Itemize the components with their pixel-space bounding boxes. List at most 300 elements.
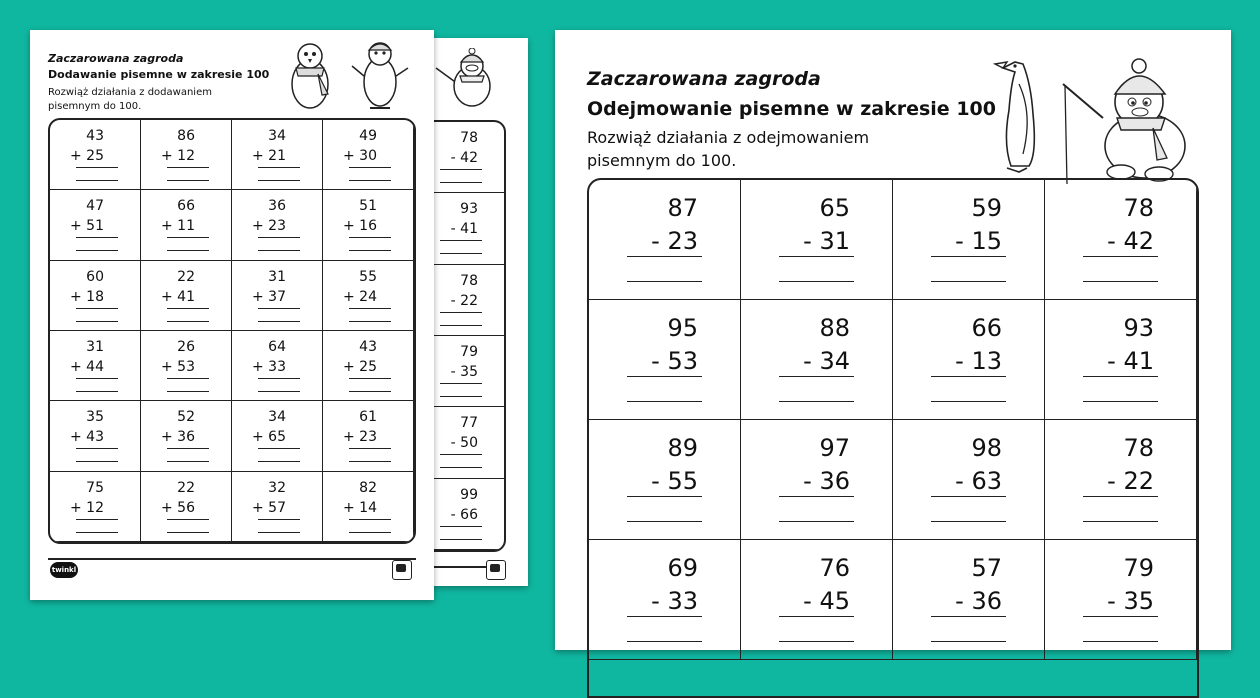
second-operand: 44 xyxy=(86,359,104,375)
operand-row xyxy=(252,289,286,305)
operand-row xyxy=(70,429,104,445)
sum-line xyxy=(779,616,854,617)
operator-sign: - xyxy=(651,227,660,255)
sum-line xyxy=(349,519,391,520)
minuend: 95 xyxy=(667,314,698,342)
problem-cell xyxy=(893,540,1045,660)
minuend: 47 xyxy=(86,198,104,215)
second-operand: 36 xyxy=(819,467,850,495)
penguin-ice-fishing-icon xyxy=(432,48,502,110)
operand-row xyxy=(651,467,698,495)
operator-sign: + xyxy=(160,499,173,516)
minuend: 57 xyxy=(971,554,1002,582)
second-operand: 41 xyxy=(177,288,195,305)
second-operand: 55 xyxy=(667,467,698,495)
minuend: 26 xyxy=(177,339,195,355)
second-operand: 43 xyxy=(86,429,104,446)
operator-sign: - xyxy=(1107,587,1116,615)
sum-line xyxy=(627,256,702,257)
second-operand: 23 xyxy=(359,429,377,446)
minuend: 78 xyxy=(1123,194,1154,222)
second-operand: 42 xyxy=(1123,227,1154,255)
operator-sign: - xyxy=(955,227,964,255)
second-operand: 33 xyxy=(667,587,698,615)
sum-line xyxy=(440,240,482,241)
answer-line xyxy=(349,250,391,251)
problem-cell xyxy=(141,261,232,331)
minuend: 78 xyxy=(460,130,478,146)
second-operand: 18 xyxy=(86,288,104,305)
second-operand: 16 xyxy=(359,218,377,235)
sum-line xyxy=(931,496,1006,497)
problem-cell xyxy=(141,401,232,471)
operand-row xyxy=(252,218,286,234)
operator-sign: + xyxy=(69,288,82,305)
operand-row xyxy=(343,359,377,375)
penguin-standing-icon xyxy=(993,54,1053,178)
instruction-line-1: Rozwiąż działania z dodawaniem xyxy=(48,87,212,98)
problem-cell xyxy=(741,420,893,540)
problem-cell xyxy=(432,336,504,407)
minuend: 79 xyxy=(1123,554,1154,582)
second-operand: 41 xyxy=(460,221,478,238)
operand-row xyxy=(252,500,286,516)
answer-line xyxy=(76,250,118,251)
answer-line xyxy=(779,401,854,402)
problem-cell xyxy=(323,472,414,542)
operand-row xyxy=(803,347,850,375)
operand-row xyxy=(955,467,1002,495)
sum-line xyxy=(1083,616,1158,617)
operator-sign: + xyxy=(342,429,355,446)
minuend: 86 xyxy=(177,128,195,144)
minuend: 93 xyxy=(1123,314,1154,342)
problem-cell xyxy=(141,331,232,401)
operand-row xyxy=(651,587,698,615)
problem-cell xyxy=(1045,300,1197,420)
minuend: 78 xyxy=(460,272,478,289)
problem-cell xyxy=(232,401,323,471)
sum-line xyxy=(349,167,391,168)
problem-cell xyxy=(741,180,893,300)
answer-line xyxy=(627,281,702,282)
minuend: 75 xyxy=(86,479,104,496)
answer-line xyxy=(931,281,1006,282)
problem-cell xyxy=(323,190,414,260)
sum-line xyxy=(76,237,118,238)
sum-line xyxy=(167,519,209,520)
answer-line xyxy=(440,539,482,540)
operator-sign: - xyxy=(803,347,812,375)
operator-sign: - xyxy=(803,587,812,615)
operand-row xyxy=(803,467,850,495)
answer-line xyxy=(349,461,391,462)
operand-row xyxy=(651,227,698,255)
answer-line xyxy=(349,532,391,533)
second-operand: 35 xyxy=(460,364,478,380)
second-operand: 34 xyxy=(819,347,850,375)
worksheet-addition xyxy=(30,30,434,600)
problem-cell xyxy=(232,190,323,260)
operand-row xyxy=(451,435,478,451)
answer-line xyxy=(167,250,209,251)
second-operand: 25 xyxy=(359,359,377,375)
second-operand: 50 xyxy=(460,435,478,452)
operator-sign: + xyxy=(342,148,355,164)
answer-line xyxy=(167,461,209,462)
operator-sign: + xyxy=(160,429,173,446)
operator-sign: + xyxy=(342,218,355,235)
operand-row xyxy=(1107,347,1154,375)
problem-cell xyxy=(432,265,504,336)
problem-cell xyxy=(741,540,893,660)
answer-line xyxy=(779,521,854,522)
problem-cell xyxy=(1045,180,1197,300)
problem-cell xyxy=(589,300,741,420)
second-operand: 12 xyxy=(177,148,195,164)
sum-line xyxy=(931,616,1006,617)
second-operand: 41 xyxy=(1123,347,1154,375)
second-operand: 51 xyxy=(86,218,104,235)
sum-line xyxy=(167,378,209,379)
answer-line xyxy=(76,180,118,181)
answer-line xyxy=(76,461,118,462)
sum-line xyxy=(349,448,391,449)
minuend: 64 xyxy=(268,339,286,355)
second-operand: 11 xyxy=(177,218,195,235)
second-operand: 15 xyxy=(971,227,1002,255)
minuend: 89 xyxy=(667,434,698,462)
problem-cell xyxy=(432,122,504,193)
operator-sign: + xyxy=(160,148,173,164)
operator-sign: - xyxy=(1107,467,1116,495)
minuend: 78 xyxy=(1123,434,1154,462)
problem-cell xyxy=(323,331,414,401)
answer-line xyxy=(627,401,702,402)
answer-line xyxy=(167,321,209,322)
sum-line xyxy=(931,256,1006,257)
operand-row xyxy=(451,150,478,166)
answer-line xyxy=(627,521,702,522)
second-operand: 33 xyxy=(268,359,286,375)
problem-cell xyxy=(232,120,323,190)
problem-cell xyxy=(50,190,141,260)
minuend: 43 xyxy=(86,128,104,144)
minuend: 99 xyxy=(460,486,478,503)
answer-line xyxy=(1083,281,1158,282)
second-operand: 12 xyxy=(86,499,104,516)
operator-sign: + xyxy=(342,499,355,516)
sum-line xyxy=(167,308,209,309)
minuend: 34 xyxy=(268,409,286,426)
problem-cell xyxy=(50,472,141,542)
minuend: 31 xyxy=(86,339,104,355)
instruction-line-2: pisemnym do 100. xyxy=(48,101,142,112)
operand-row xyxy=(70,218,104,234)
minuend: 97 xyxy=(819,434,850,462)
minuend: 34 xyxy=(268,128,286,144)
addition-problem-grid xyxy=(48,118,416,544)
minuend: 32 xyxy=(268,479,286,496)
minuend: 60 xyxy=(86,268,104,285)
sum-line xyxy=(1083,376,1158,377)
sum-line xyxy=(76,308,118,309)
sum-line xyxy=(627,376,702,377)
answer-line xyxy=(440,182,482,183)
answer-line xyxy=(258,532,300,533)
sum-line xyxy=(440,312,482,313)
problem-cell xyxy=(141,120,232,190)
sum-line xyxy=(779,256,854,257)
operator-sign: - xyxy=(450,221,456,238)
second-operand: 35 xyxy=(1123,587,1154,615)
sum-line xyxy=(258,448,300,449)
worksheet-title: Zaczarowana zagroda xyxy=(48,52,184,65)
minuend: 36 xyxy=(268,198,286,215)
operator-sign: + xyxy=(251,218,264,235)
worksheet-subtitle: Odejmowanie pisemne w zakresie 100 xyxy=(587,98,996,120)
operator-sign: - xyxy=(450,364,456,380)
second-operand: 22 xyxy=(460,292,478,309)
operator-sign: + xyxy=(342,359,355,375)
second-operand: 23 xyxy=(268,218,286,235)
publisher-badge-icon xyxy=(392,560,412,580)
operand-row xyxy=(343,289,377,305)
second-operand: 30 xyxy=(359,148,377,164)
problem-column xyxy=(432,120,506,552)
instruction-line-2: pisemnym do 100. xyxy=(587,151,737,170)
operand-row xyxy=(70,500,104,516)
minuend: 98 xyxy=(971,434,1002,462)
answer-line xyxy=(76,391,118,392)
answer-line xyxy=(440,467,482,468)
answer-line xyxy=(440,396,482,397)
answer-line xyxy=(440,253,482,254)
answer-line xyxy=(779,281,854,282)
operator-sign: + xyxy=(69,218,82,235)
problem-cell xyxy=(232,472,323,542)
second-operand: 65 xyxy=(268,429,286,446)
operator-sign: + xyxy=(69,429,82,446)
penguin-ice-fishing-icon xyxy=(1055,54,1195,184)
sum-line xyxy=(349,378,391,379)
operator-sign: - xyxy=(450,292,456,309)
second-operand: 31 xyxy=(819,227,850,255)
sum-line xyxy=(627,616,702,617)
minuend: 49 xyxy=(359,128,377,144)
operand-row xyxy=(343,218,377,234)
minuend: 82 xyxy=(359,479,377,496)
operator-sign: - xyxy=(1107,347,1116,375)
problem-cell xyxy=(893,180,1045,300)
answer-line xyxy=(1083,521,1158,522)
problem-cell xyxy=(432,479,504,550)
operator-sign: + xyxy=(69,148,82,164)
sum-line xyxy=(779,496,854,497)
second-operand: 23 xyxy=(667,227,698,255)
sum-line xyxy=(440,526,482,527)
sum-line xyxy=(931,376,1006,377)
operand-row xyxy=(651,347,698,375)
sum-line xyxy=(440,454,482,455)
operator-sign: + xyxy=(251,288,264,305)
minuend: 69 xyxy=(667,554,698,582)
second-operand: 21 xyxy=(268,148,286,164)
problem-cell xyxy=(323,261,414,331)
problem-cell xyxy=(589,420,741,540)
operator-sign: - xyxy=(450,150,456,166)
answer-line xyxy=(931,401,1006,402)
answer-line xyxy=(258,180,300,181)
problem-cell xyxy=(141,472,232,542)
second-operand: 13 xyxy=(971,347,1002,375)
answer-line xyxy=(258,391,300,392)
operand-row xyxy=(161,429,195,445)
problem-cell xyxy=(741,300,893,420)
operator-sign: - xyxy=(955,467,964,495)
second-operand: 36 xyxy=(971,587,1002,615)
minuend: 22 xyxy=(177,268,195,285)
operand-row xyxy=(161,289,195,305)
sum-line xyxy=(76,378,118,379)
operand-row xyxy=(161,359,195,375)
operand-row xyxy=(451,221,478,237)
answer-line xyxy=(258,461,300,462)
operand-row xyxy=(451,507,478,523)
problem-cell xyxy=(141,190,232,260)
operand-row xyxy=(252,148,286,164)
sum-line xyxy=(167,167,209,168)
problem-cell xyxy=(893,420,1045,540)
second-operand: 36 xyxy=(177,429,195,446)
operand-row xyxy=(1107,227,1154,255)
problem-cell xyxy=(893,300,1045,420)
answer-line xyxy=(627,641,702,642)
operand-row xyxy=(252,359,286,375)
problem-cell xyxy=(589,180,741,300)
sum-line xyxy=(258,308,300,309)
operand-row xyxy=(451,364,478,380)
minuend: 43 xyxy=(359,339,377,355)
answer-line xyxy=(76,321,118,322)
operator-sign: - xyxy=(450,435,456,452)
second-operand: 42 xyxy=(460,150,478,166)
operator-sign: + xyxy=(160,218,173,235)
problem-cell xyxy=(1045,540,1197,660)
second-operand: 22 xyxy=(1123,467,1154,495)
problem-cell xyxy=(432,407,504,478)
operator-sign: - xyxy=(955,347,964,375)
minuend: 51 xyxy=(359,198,377,215)
penguin-scarf-icon xyxy=(282,38,338,112)
minuend: 76 xyxy=(819,554,850,582)
operand-row xyxy=(803,587,850,615)
minuend: 88 xyxy=(819,314,850,342)
answer-line xyxy=(167,180,209,181)
sum-line xyxy=(349,237,391,238)
problem-cell xyxy=(323,120,414,190)
twinkl-logo-icon: twinkl xyxy=(50,562,78,578)
sum-line xyxy=(779,376,854,377)
operand-row xyxy=(343,429,377,445)
second-operand: 14 xyxy=(359,499,377,516)
operand-row xyxy=(70,289,104,305)
operator-sign: - xyxy=(651,347,660,375)
problem-cell xyxy=(232,261,323,331)
answer-line xyxy=(349,180,391,181)
worksheet-title: Zaczarowana zagroda xyxy=(587,68,821,90)
penguin-skating-icon xyxy=(350,36,410,116)
second-operand: 57 xyxy=(268,499,286,516)
minuend: 79 xyxy=(460,344,478,360)
sum-line xyxy=(1083,496,1158,497)
second-operand: 66 xyxy=(460,506,478,523)
minuend: 22 xyxy=(177,479,195,496)
minuend: 52 xyxy=(177,409,195,426)
problem-cell xyxy=(50,120,141,190)
sum-line xyxy=(258,378,300,379)
sum-line xyxy=(1083,256,1158,257)
second-operand: 63 xyxy=(971,467,1002,495)
sum-line xyxy=(440,383,482,384)
operand-row xyxy=(161,500,195,516)
answer-line xyxy=(349,321,391,322)
sum-line xyxy=(76,167,118,168)
second-operand: 24 xyxy=(359,288,377,305)
answer-line xyxy=(76,532,118,533)
operand-row xyxy=(161,218,195,234)
operand-row xyxy=(343,148,377,164)
answer-line xyxy=(258,250,300,251)
sum-line xyxy=(258,237,300,238)
operand-row xyxy=(451,293,478,309)
problem-cell xyxy=(50,261,141,331)
problem-cell xyxy=(50,331,141,401)
minuend: 35 xyxy=(86,409,104,426)
second-operand: 56 xyxy=(177,499,195,516)
sum-line xyxy=(258,519,300,520)
minuend: 87 xyxy=(667,194,698,222)
operator-sign: + xyxy=(251,359,264,375)
operator-sign: - xyxy=(450,506,456,523)
operator-sign: + xyxy=(251,148,264,164)
instruction-line-1: Rozwiąż działania z odejmowaniem xyxy=(587,128,870,147)
sum-line xyxy=(349,308,391,309)
answer-line xyxy=(349,391,391,392)
publisher-badge-icon xyxy=(486,560,506,580)
operator-sign: + xyxy=(69,499,82,516)
operator-sign: - xyxy=(1107,227,1116,255)
sum-line xyxy=(76,519,118,520)
operand-row xyxy=(343,500,377,516)
sum-line xyxy=(167,237,209,238)
answer-line xyxy=(440,325,482,326)
operator-sign: - xyxy=(651,587,660,615)
operator-sign: + xyxy=(160,359,173,375)
operand-row xyxy=(955,227,1002,255)
problem-cell xyxy=(1045,420,1197,540)
operand-row xyxy=(955,347,1002,375)
operand-row xyxy=(1107,467,1154,495)
footer-rule xyxy=(48,558,416,560)
problem-cell xyxy=(232,331,323,401)
minuend: 65 xyxy=(819,194,850,222)
operand-row xyxy=(955,587,1002,615)
operand-row xyxy=(252,429,286,445)
answer-line xyxy=(258,321,300,322)
second-operand: 45 xyxy=(819,587,850,615)
minuend: 66 xyxy=(177,198,195,215)
